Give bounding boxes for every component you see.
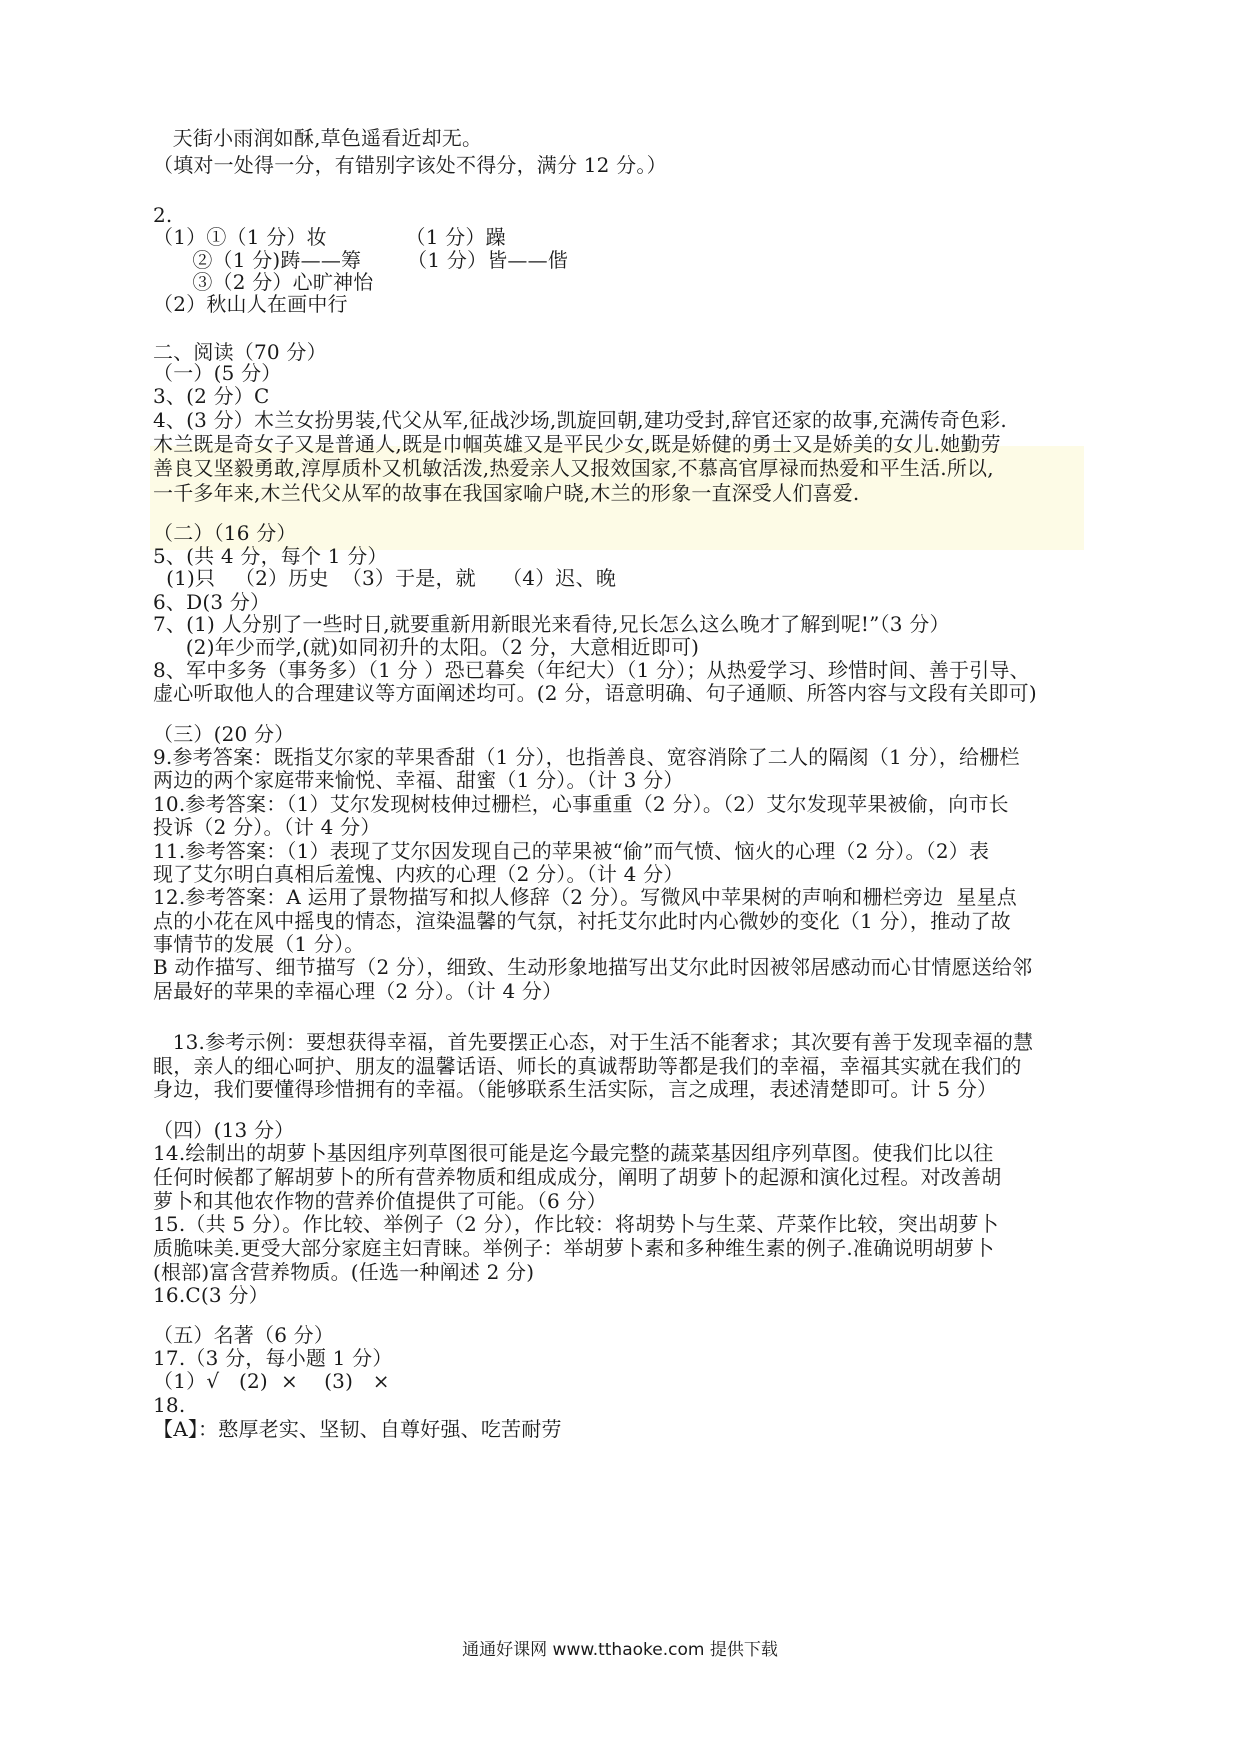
text-line: 一千多年来,木兰代父从军的故事在我国家喻户晓,木兰的形象一直深受人们喜爱. xyxy=(153,481,860,505)
text-line: （五）名著（6 分） xyxy=(153,1323,335,1347)
text-line: 两边的两个家庭带来愉悦、幸福、甜蜜（1 分）。（计 3 分） xyxy=(153,768,684,792)
text-line: 天街小雨润如酥,草色遥看近却无。 xyxy=(153,126,483,150)
text-line: 任何时候都了解胡萝卜的所有营养物质和组成成分，阐明了胡萝卜的起源和演化过程。对改善胡 xyxy=(153,1165,1002,1189)
text-line: （1）√ (2) × (3) × xyxy=(153,1369,390,1393)
page-footer: 通通好课网 www.tthaoke.com 提供下载 xyxy=(462,1640,778,1660)
text-line: (1)只 （2）历史 （3）于是，就 （4）迟、晚 xyxy=(153,566,617,590)
text-line: 善良又坚毅勇敢,淳厚质朴又机敏活泼,热爱亲人又报效国家,不慕高官厚禄而热爱和平生活.所以, xyxy=(153,456,994,480)
text-line: 现了艾尔明白真相后羞愧、内疚的心理（2 分）。（计 4 分） xyxy=(153,862,684,886)
text-line: 萝卜和其他农作物的营养价值提供了可能。（6 分） xyxy=(153,1189,607,1213)
text-line: 身边，我们要懂得珍惜拥有的幸福。（能够联系生活实际，言之成理，表述清楚即可。计 5 分） xyxy=(153,1077,998,1101)
text-line: （填对一处得一分，有错别字该处不得分，满分 12 分。） xyxy=(153,153,667,177)
text-line: 12.参考答案：A 运用了景物描写和拟人修辞（2 分）。写微风中苹果树的声响和栅栏旁边 星星点 xyxy=(153,885,1018,909)
text-line: 6、D(3 分） xyxy=(153,590,271,614)
text-line: 13.参考示例：要想获得幸福，首先要摆正心态，对于生活不能奢求；其次要有善于发现幸福的慧 xyxy=(153,1030,1034,1054)
text-line: 9.参考答案：既指艾尔家的苹果香甜（1 分），也指善良、宽容消除了二人的隔阂（1 分），给栅栏 xyxy=(153,745,1020,769)
text-line: 点的小花在风中摇曳的情态，渲染温馨的气氛，衬托艾尔此时内心微妙的变化（1 分），推动了故 xyxy=(153,909,1011,933)
text-line: （1）①（1 分）妆 （1 分）躁 xyxy=(153,225,506,249)
text-line: 【A】：憨厚老实、坚韧、自尊好强、吃苦耐劳 xyxy=(153,1417,562,1441)
text-line: （三）(20 分） xyxy=(153,722,295,746)
text-line: 5、(共 4 分，每个 1 分） xyxy=(153,544,388,568)
text-line: 事情节的发展（1 分）。 xyxy=(153,932,365,956)
text-line: 14.绘制出的胡萝卜基因组序列草图很可能是迄今最完整的蔬菜基因组序列草图。使我们比以往 xyxy=(153,1141,994,1165)
text-line: 3、(2 分）C xyxy=(153,384,270,408)
text-line: （一）(5 分） xyxy=(153,361,282,385)
text-line: 虚心听取他人的合理建议等方面阐述均可。(2 分，语意明确、句子通顺、所答内容与文段有关即可) xyxy=(153,681,1037,705)
text-line: 2. xyxy=(153,203,173,227)
text-line: 18. xyxy=(153,1393,186,1417)
text-line: 15.（共 5 分）。作比较、举例子（2 分），作比较：将胡势卜与生菜、芹菜作比较，突出胡萝卜 xyxy=(153,1212,999,1236)
text-line: (2)年少而学,(就)如同初升的太阳。（2 分，大意相近即可) xyxy=(153,635,700,659)
text-line: ③（2 分）心旷神怡 xyxy=(153,270,374,294)
text-line: 11.参考答案：（1）表现了艾尔因发现自己的苹果被“偷”而气愤、恼火的心理（2 分）。（2）表 xyxy=(153,839,990,863)
text-line: 眼，亲人的细心呵护、朋友的温馨话语、师长的真诚帮助等都是我们的幸福，幸福其实就在我们的 xyxy=(153,1054,1022,1078)
text-line: 质脆味美.更受大部分家庭主妇青睐。举例子：举胡萝卜素和多种维生素的例子.准确说明胡萝卜 xyxy=(153,1236,995,1260)
text-line: 7、(1) 人分别了一些时日,就要重新用新眼光来看待,兄长怎么这么晚才了解到呢!”（3 分） xyxy=(153,612,950,636)
text-line: 居最好的苹果的幸福心理（2 分）。（计 4 分） xyxy=(153,979,563,1003)
text-line: 投诉（2 分）。（计 4 分） xyxy=(153,815,381,839)
text-line: B 动作描写、细节描写（2 分），细致、生动形象地描写出艾尔此时因被邻居感动而心甘情愿送给邻 xyxy=(153,955,1033,979)
text-line: 8、军中多务（事务多）（1 分 ）恐已暮矣（年纪大）（1 分）；从热爱学习、珍惜时间、善于引导、 xyxy=(153,658,1030,682)
text-line: (根部)富含营养物质。(任选一种阐述 2 分) xyxy=(153,1260,535,1284)
text-line: 16.C(3 分） xyxy=(153,1283,269,1307)
text-line: （四）(13 分） xyxy=(153,1118,295,1142)
text-line: 17.（3 分，每小题 1 分） xyxy=(153,1346,393,1370)
text-line: 4、(3 分）木兰女扮男装,代父从军,征战沙场,凯旋回朝,建功受封,辞官还家的故事,充满传奇色彩. xyxy=(153,408,1007,432)
text-line: （2）秋山人在画中行 xyxy=(153,292,348,316)
text-line: （二）（16 分） xyxy=(153,521,297,545)
text-line: 木兰既是奇女子又是普通人,既是巾帼英雄又是平民少女,既是娇健的勇士又是娇美的女儿.她勤劳 xyxy=(153,432,1001,456)
text-line: ②（1 分)踌——筹 （1 分）皆——偕 xyxy=(153,248,569,272)
text-line: 10.参考答案：（1）艾尔发现树枝伸过栅栏，心事重重（2 分）。（2）艾尔发现苹果被偷，向市长 xyxy=(153,792,1009,816)
text-line: 二、阅读（70 分） xyxy=(153,340,327,364)
